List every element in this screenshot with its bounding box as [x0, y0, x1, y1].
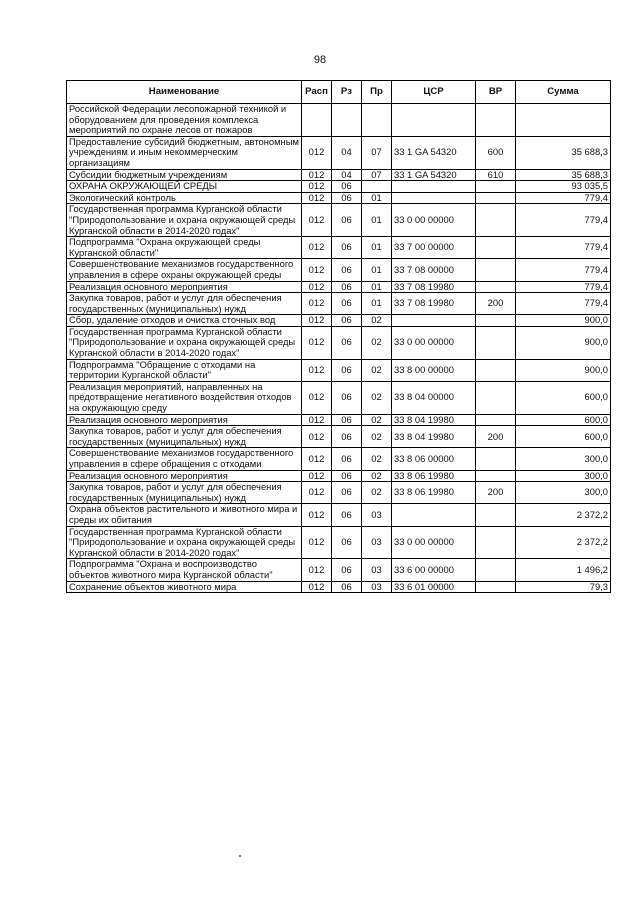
- row-pr-cell: 01: [362, 192, 392, 204]
- row-vr-cell: [476, 181, 516, 193]
- row-pr-cell: [362, 181, 392, 193]
- row-rz-cell: 06: [332, 359, 362, 381]
- header-rasp: Расп: [302, 81, 332, 104]
- row-name-cell: Совершенствование механизмов государственного управления в сфере охраны окружающей среды: [67, 259, 302, 281]
- row-sum-cell: 779,4: [516, 237, 611, 259]
- row-pr-cell: 02: [362, 326, 392, 359]
- row-sum-cell: 779,4: [516, 281, 611, 293]
- table-row: [67, 104, 611, 137]
- row-csr-cell: 33 0 00 00000: [392, 204, 476, 237]
- row-vr-cell: [476, 204, 516, 237]
- row-name-cell: Подпрограмма "Охрана и воспроизводство объектов животного мира Курганской области": [67, 559, 302, 581]
- row-vr-cell: [476, 381, 516, 414]
- table-row: [67, 259, 611, 281]
- row-sum-cell: 93 035,5: [516, 181, 611, 193]
- header-sum: Сумма: [516, 81, 611, 104]
- row-sum-cell: 2 372,2: [516, 526, 611, 559]
- row-rz-cell: 06: [332, 315, 362, 327]
- row-csr-cell: [392, 181, 476, 193]
- row-csr-cell: 33 7 08 00000: [392, 259, 476, 281]
- row-rz-cell: 06: [332, 259, 362, 281]
- table-row: [67, 426, 611, 448]
- row-rasp-cell: [302, 104, 332, 137]
- row-csr-cell: 33 8 04 00000: [392, 381, 476, 414]
- row-vr-cell: 200: [476, 426, 516, 448]
- row-sum-cell: 779,4: [516, 293, 611, 315]
- row-sum-cell: [516, 104, 611, 137]
- row-pr-cell: 01: [362, 237, 392, 259]
- header-vr: ВР: [476, 81, 516, 104]
- row-csr-cell: [392, 104, 476, 137]
- row-name-cell: Закупка товаров, работ и услуг для обеспечения государственных (муниципальных) нужд: [67, 293, 302, 315]
- table-row: [67, 414, 611, 426]
- row-name-cell: Охрана объектов растительного и животного мира и среды их обитания: [67, 504, 302, 526]
- row-name-cell: Подпрограмма "Охрана окружающей среды Курганской области": [67, 237, 302, 259]
- header-csr: ЦСР: [392, 81, 476, 104]
- row-sum-cell: 600,0: [516, 414, 611, 426]
- row-pr-cell: 01: [362, 293, 392, 315]
- row-rasp-cell: 012: [302, 192, 332, 204]
- header-rz: Рз: [332, 81, 362, 104]
- table-row: [67, 470, 611, 482]
- row-sum-cell: 900,0: [516, 359, 611, 381]
- row-rz-cell: 06: [332, 526, 362, 559]
- row-vr-cell: [476, 315, 516, 327]
- row-rz-cell: 06: [332, 293, 362, 315]
- row-rz-cell: [332, 104, 362, 137]
- table-row: [67, 559, 611, 581]
- row-rasp-cell: 012: [302, 581, 332, 593]
- row-rasp-cell: 012: [302, 526, 332, 559]
- row-rz-cell: 06: [332, 470, 362, 482]
- table-row: [67, 381, 611, 414]
- row-vr-cell: [476, 470, 516, 482]
- row-name-cell: Сбор, удаление отходов и очистка сточных вод: [67, 315, 302, 327]
- row-rz-cell: 06: [332, 559, 362, 581]
- row-rasp-cell: 012: [302, 381, 332, 414]
- row-rasp-cell: 012: [302, 169, 332, 181]
- row-pr-cell: 02: [362, 470, 392, 482]
- row-csr-cell: [392, 192, 476, 204]
- table-row: [67, 181, 611, 193]
- table-row: [67, 504, 611, 526]
- row-vr-cell: [476, 104, 516, 137]
- row-pr-cell: 02: [362, 426, 392, 448]
- row-pr-cell: 02: [362, 414, 392, 426]
- table-row: [67, 526, 611, 559]
- row-name-cell: Субсидии бюджетным учреждениям: [67, 169, 302, 181]
- row-rz-cell: 06: [332, 504, 362, 526]
- row-vr-cell: [476, 259, 516, 281]
- row-vr-cell: [476, 504, 516, 526]
- page-number: 98: [313, 54, 327, 66]
- row-csr-cell: 33 8 06 00000: [392, 448, 476, 470]
- row-name-cell: Государственная программа Курганской области "Природопользование и охрана окружающей среды Курганской области в 2014-2020 годах": [67, 326, 302, 359]
- row-name-cell: Реализация основного мероприятия: [67, 281, 302, 293]
- row-sum-cell: 300,0: [516, 482, 611, 504]
- row-pr-cell: 07: [362, 136, 392, 169]
- row-pr-cell: 01: [362, 281, 392, 293]
- row-vr-cell: [476, 237, 516, 259]
- row-sum-cell: 600,0: [516, 381, 611, 414]
- row-name-cell: Сохранение объектов животного мира: [67, 581, 302, 593]
- row-rz-cell: 06: [332, 181, 362, 193]
- row-vr-cell: [476, 414, 516, 426]
- row-csr-cell: 33 0 00 00000: [392, 326, 476, 359]
- row-name-cell: Экологический контроль: [67, 192, 302, 204]
- row-rz-cell: 06: [332, 448, 362, 470]
- row-rasp-cell: 012: [302, 559, 332, 581]
- row-vr-cell: [476, 281, 516, 293]
- table-row: [67, 482, 611, 504]
- row-rasp-cell: 012: [302, 426, 332, 448]
- row-rz-cell: 04: [332, 136, 362, 169]
- table-row: [67, 448, 611, 470]
- row-rz-cell: 06: [332, 581, 362, 593]
- table-row: [67, 315, 611, 327]
- row-csr-cell: [392, 504, 476, 526]
- table-row: [67, 281, 611, 293]
- row-pr-cell: 02: [362, 315, 392, 327]
- row-csr-cell: 33 8 06 19980: [392, 470, 476, 482]
- row-rasp-cell: 012: [302, 281, 332, 293]
- table-row: [67, 237, 611, 259]
- row-name-cell: Реализация основного мероприятия: [67, 470, 302, 482]
- row-rasp-cell: 012: [302, 359, 332, 381]
- row-vr-cell: [476, 326, 516, 359]
- row-vr-cell: [476, 581, 516, 593]
- row-pr-cell: 02: [362, 448, 392, 470]
- row-sum-cell: 600,0: [516, 426, 611, 448]
- row-name-cell: Государственная программа Курганской области "Природопользование и охрана окружающей среды Курганской области в 2014-2020 годах": [67, 204, 302, 237]
- row-rz-cell: 06: [332, 381, 362, 414]
- row-rz-cell: 06: [332, 237, 362, 259]
- row-pr-cell: 02: [362, 482, 392, 504]
- row-csr-cell: 33 0 00 00000: [392, 526, 476, 559]
- table-row: [67, 326, 611, 359]
- row-rz-cell: 06: [332, 281, 362, 293]
- row-rasp-cell: 012: [302, 504, 332, 526]
- row-rasp-cell: 012: [302, 315, 332, 327]
- row-name-cell: Реализация основного мероприятия: [67, 414, 302, 426]
- row-pr-cell: 02: [362, 381, 392, 414]
- header-name: Наименование: [67, 81, 302, 104]
- table-row: [67, 359, 611, 381]
- row-rasp-cell: 012: [302, 293, 332, 315]
- row-sum-cell: 779,4: [516, 259, 611, 281]
- row-csr-cell: 33 8 00 00000: [392, 359, 476, 381]
- row-rz-cell: 06: [332, 482, 362, 504]
- row-vr-cell: [476, 559, 516, 581]
- row-rasp-cell: 012: [302, 482, 332, 504]
- row-rz-cell: 04: [332, 169, 362, 181]
- row-name-cell: Российской Федерации лесопожарной техникой и оборудованием для проведения комплекса мероприятий по охране лесов от пожаров: [67, 104, 302, 137]
- row-rz-cell: 06: [332, 426, 362, 448]
- header-pr: Пр: [362, 81, 392, 104]
- row-sum-cell: 35 688,3: [516, 136, 611, 169]
- table-row: [67, 169, 611, 181]
- row-pr-cell: 02: [362, 359, 392, 381]
- row-name-cell: Реализация мероприятий, направленных на предотвращение негативного воздействия отходов на окружающую среду: [67, 381, 302, 414]
- row-sum-cell: 779,4: [516, 192, 611, 204]
- row-vr-cell: [476, 359, 516, 381]
- table-header-row: [67, 81, 611, 104]
- table-row: [67, 581, 611, 593]
- row-csr-cell: 33 8 06 19980: [392, 482, 476, 504]
- row-sum-cell: 300,0: [516, 448, 611, 470]
- row-vr-cell: 200: [476, 293, 516, 315]
- row-rasp-cell: 012: [302, 204, 332, 237]
- row-pr-cell: 03: [362, 504, 392, 526]
- row-pr-cell: 03: [362, 526, 392, 559]
- row-rasp-cell: 012: [302, 448, 332, 470]
- row-pr-cell: 01: [362, 259, 392, 281]
- row-rasp-cell: 012: [302, 181, 332, 193]
- row-pr-cell: 01: [362, 204, 392, 237]
- table-row: [67, 192, 611, 204]
- table-row: [67, 293, 611, 315]
- scan-speck: [239, 855, 241, 857]
- row-sum-cell: 900,0: [516, 326, 611, 359]
- row-name-cell: Совершенствование механизмов государственного управления в сфере обращения с отходами: [67, 448, 302, 470]
- table-row: [67, 204, 611, 237]
- row-name-cell: Подпрограмма "Обращение с отходами на территории Курганской области": [67, 359, 302, 381]
- row-csr-cell: 33 6 00 00000: [392, 559, 476, 581]
- row-csr-cell: 33 8 04 19980: [392, 426, 476, 448]
- row-rasp-cell: 012: [302, 237, 332, 259]
- row-rasp-cell: 012: [302, 470, 332, 482]
- table-row: [67, 136, 611, 169]
- row-sum-cell: 2 372,2: [516, 504, 611, 526]
- row-vr-cell: 610: [476, 169, 516, 181]
- row-csr-cell: 33 1 GA 54320: [392, 136, 476, 169]
- row-sum-cell: 79,3: [516, 581, 611, 593]
- row-name-cell: ОХРАНА ОКРУЖАЮЩЕЙ СРЕДЫ: [67, 181, 302, 193]
- row-pr-cell: [362, 104, 392, 137]
- row-csr-cell: 33 8 04 19980: [392, 414, 476, 426]
- row-pr-cell: 07: [362, 169, 392, 181]
- row-csr-cell: 33 7 08 19980: [392, 281, 476, 293]
- row-rz-cell: 06: [332, 204, 362, 237]
- row-sum-cell: 900,0: [516, 315, 611, 327]
- row-pr-cell: 03: [362, 559, 392, 581]
- row-pr-cell: 03: [362, 581, 392, 593]
- row-csr-cell: 33 7 00 00000: [392, 237, 476, 259]
- row-sum-cell: 35 688,3: [516, 169, 611, 181]
- row-csr-cell: 33 6 01 00000: [392, 581, 476, 593]
- row-csr-cell: [392, 315, 476, 327]
- row-name-cell: Государственная программа Курганской области "Природопользование и охрана окружающей среды Курганской области в 2014-2020 годах": [67, 526, 302, 559]
- row-sum-cell: 1 496,2: [516, 559, 611, 581]
- row-name-cell: Предоставление субсидий бюджетным, автономным учреждениям и иным некоммерческим организациям: [67, 136, 302, 169]
- row-rasp-cell: 012: [302, 414, 332, 426]
- row-rz-cell: 06: [332, 192, 362, 204]
- row-rasp-cell: 012: [302, 259, 332, 281]
- row-name-cell: Закупка товаров, работ и услуг для обеспечения государственных (муниципальных) нужд: [67, 426, 302, 448]
- row-rasp-cell: 012: [302, 326, 332, 359]
- row-name-cell: Закупка товаров, работ и услуг для обеспечения государственных (муниципальных) нужд: [67, 482, 302, 504]
- row-csr-cell: 33 7 08 19980: [392, 293, 476, 315]
- row-rz-cell: 06: [332, 414, 362, 426]
- row-vr-cell: 600: [476, 136, 516, 169]
- row-sum-cell: 300,0: [516, 470, 611, 482]
- row-vr-cell: [476, 526, 516, 559]
- row-vr-cell: 200: [476, 482, 516, 504]
- row-sum-cell: 779,4: [516, 204, 611, 237]
- row-vr-cell: [476, 448, 516, 470]
- row-rasp-cell: 012: [302, 136, 332, 169]
- row-csr-cell: 33 1 GA 54320: [392, 169, 476, 181]
- row-rz-cell: 06: [332, 326, 362, 359]
- row-vr-cell: [476, 192, 516, 204]
- budget-table: [66, 80, 611, 593]
